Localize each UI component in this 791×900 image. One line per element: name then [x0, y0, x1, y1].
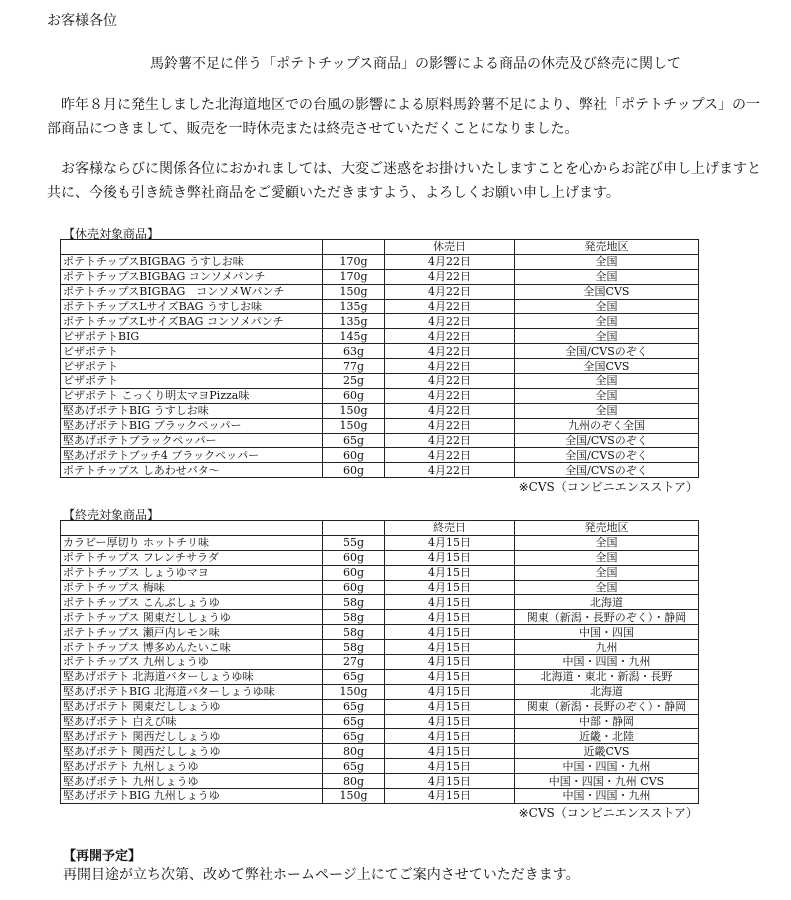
discontinue-note: ※CVS（コンビニエンスストア） [518, 806, 698, 820]
date-cell: 4月15日 [385, 625, 515, 640]
table-header-row [61, 240, 699, 255]
product-name-cell: 堅あげポテト 九州しょうゆ [61, 759, 323, 774]
date-cell: 4月15日 [385, 699, 515, 714]
date-cell: 4月22日 [385, 374, 515, 389]
paragraph-1: 昨年８月に発生しました北海道地区での台風の影響による原料馬鈴薯不足により、弊社「ポテトチップス」の一部商品につきまして、販売を一時休売または終売させていただくことになりました。 [47, 97, 761, 137]
table-row [61, 284, 699, 299]
date-cell: 4月15日 [385, 744, 515, 759]
product-name-cell: ポテトチップス しあわせバタ～ [61, 463, 323, 478]
product-name-cell: 堅あげポテト 白えび味 [61, 714, 323, 729]
region-cell: 全国 [515, 550, 699, 565]
table-row [61, 669, 699, 684]
product-name-cell: ピザポテト こっくり明太マヨPizza味 [61, 388, 323, 403]
region-cell: 全国CVS [515, 359, 699, 374]
product-name-cell: ピザポテト [61, 344, 323, 359]
table-row [61, 403, 699, 418]
product-name-cell: 堅あげポテト 関西だししょうゆ [61, 729, 323, 744]
region-cell: 全国/CVSのぞく [515, 433, 699, 448]
region-cell: 関東（新潟・長野のぞく）・静岡 [515, 610, 699, 625]
table-row [61, 448, 699, 463]
product-name-cell: 堅あげポテト 北海道バターしょうゆ味 [61, 669, 323, 684]
column-header [61, 240, 323, 255]
weight-cell: 65g [323, 729, 385, 744]
date-cell: 4月22日 [385, 284, 515, 299]
region-cell: 中国・四国 [515, 625, 699, 640]
date-cell: 4月15日 [385, 550, 515, 565]
column-header [61, 521, 323, 536]
date-cell: 4月22日 [385, 388, 515, 403]
column-header: 発売地区 [515, 521, 699, 536]
region-cell: 全国 [515, 329, 699, 344]
date-cell: 4月22日 [385, 314, 515, 329]
weight-cell: 60g [323, 580, 385, 595]
weight-cell: 65g [323, 759, 385, 774]
date-cell: 4月22日 [385, 463, 515, 478]
weight-cell: 150g [323, 284, 385, 299]
table-row [61, 699, 699, 714]
region-cell: 全国/CVSのぞく [515, 344, 699, 359]
product-name-cell: 堅あげポテトBIG ブラックペッパー [61, 418, 323, 433]
column-header [323, 521, 385, 536]
product-name-cell: ポテトチップス フレンチサラダ [61, 550, 323, 565]
weight-cell: 60g [323, 388, 385, 403]
table-row [61, 535, 699, 550]
suspend-note: ※CVS（コンビニエンスストア） [518, 480, 698, 494]
date-cell: 4月22日 [385, 269, 515, 284]
date-cell: 4月22日 [385, 433, 515, 448]
reopen-text: 再開目途が立ち次第、改めて弊社ホームページ上にてご案内させていただきます。 [63, 867, 580, 883]
weight-cell: 135g [323, 299, 385, 314]
region-cell: 中国・四国・九州 [515, 759, 699, 774]
table-row [61, 684, 699, 699]
date-cell: 4月15日 [385, 565, 515, 580]
date-cell: 4月15日 [385, 729, 515, 744]
weight-cell: 58g [323, 610, 385, 625]
weight-cell: 65g [323, 699, 385, 714]
table-row [61, 299, 699, 314]
date-cell: 4月15日 [385, 595, 515, 610]
weight-cell: 60g [323, 463, 385, 478]
date-cell: 4月22日 [385, 448, 515, 463]
date-cell: 4月22日 [385, 344, 515, 359]
table-row [61, 374, 699, 389]
date-cell: 4月22日 [385, 299, 515, 314]
weight-cell: 80g [323, 744, 385, 759]
product-name-cell: ポテトチップス 梅味 [61, 580, 323, 595]
region-cell: 近畿・北陸 [515, 729, 699, 744]
weight-cell: 150g [323, 403, 385, 418]
region-cell: 中国・四国・九州 [515, 789, 699, 804]
date-cell: 4月15日 [385, 640, 515, 655]
reopen-label: 【再開予定】 [63, 849, 142, 864]
region-cell: 九州のぞく全国 [515, 418, 699, 433]
product-name-cell: ポテトチップス 瀬戸内レモン味 [61, 625, 323, 640]
table-row [61, 418, 699, 433]
greeting: お客様各位 [47, 13, 117, 29]
region-cell: 全国 [515, 299, 699, 314]
weight-cell: 55g [323, 535, 385, 550]
product-name-cell: 堅あげポテト 関東だししょうゆ [61, 699, 323, 714]
weight-cell: 170g [323, 269, 385, 284]
region-cell: 中部・静岡 [515, 714, 699, 729]
weight-cell: 60g [323, 565, 385, 580]
weight-cell: 27g [323, 655, 385, 670]
weight-cell: 65g [323, 669, 385, 684]
date-cell: 4月15日 [385, 655, 515, 670]
region-cell: 全国/CVSのぞく [515, 448, 699, 463]
region-cell: 九州 [515, 640, 699, 655]
product-name-cell: 堅あげポテトブッチ4 ブラックペッパー [61, 448, 323, 463]
weight-cell: 150g [323, 418, 385, 433]
weight-cell: 150g [323, 684, 385, 699]
region-cell: 全国 [515, 565, 699, 580]
column-header: 終売日 [385, 521, 515, 536]
product-name-cell: ポテトチップスBIGBAG コンソメWパンチ [61, 284, 323, 299]
table-row [61, 254, 699, 269]
product-name-cell: ポテトチップスBIGBAG コンソメパンチ [61, 269, 323, 284]
date-cell: 4月15日 [385, 789, 515, 804]
date-cell: 4月22日 [385, 418, 515, 433]
weight-cell: 63g [323, 344, 385, 359]
weight-cell: 150g [323, 789, 385, 804]
table-row [61, 610, 699, 625]
region-cell: 全国 [515, 314, 699, 329]
product-name-cell: 堅あげポテトBIG 九州しょうゆ [61, 789, 323, 804]
weight-cell: 135g [323, 314, 385, 329]
table-row [61, 714, 699, 729]
table-row [61, 595, 699, 610]
table-row [61, 388, 699, 403]
region-cell: 全国 [515, 269, 699, 284]
table-row [61, 329, 699, 344]
discontinue-table [60, 520, 699, 804]
date-cell: 4月15日 [385, 669, 515, 684]
product-name-cell: ポテトチップス 九州しょうゆ [61, 655, 323, 670]
product-name-cell: ポテトチップス 関東だししょうゆ [61, 610, 323, 625]
weight-cell: 60g [323, 448, 385, 463]
date-cell: 4月15日 [385, 610, 515, 625]
weight-cell: 58g [323, 595, 385, 610]
weight-cell: 170g [323, 254, 385, 269]
date-cell: 4月22日 [385, 329, 515, 344]
date-cell: 4月22日 [385, 254, 515, 269]
product-name-cell: ピザポテトBIG [61, 329, 323, 344]
product-name-cell: 堅あげポテトブラックペッパー [61, 433, 323, 448]
product-name-cell: ピザポテト [61, 374, 323, 389]
document-title: 馬鈴薯不足に伴う「ポテトチップス商品」の影響による商品の休売及び終売に関して [149, 56, 682, 72]
region-cell: 近畿CVS [515, 744, 699, 759]
table-row [61, 359, 699, 374]
weight-cell: 58g [323, 625, 385, 640]
product-name-cell: ピザポテト [61, 359, 323, 374]
table-row [61, 314, 699, 329]
date-cell: 4月15日 [385, 684, 515, 699]
table-row [61, 550, 699, 565]
table-row [61, 759, 699, 774]
column-header: 休売日 [385, 240, 515, 255]
product-name-cell: ポテトチップスLサイズBAG コンソメパンチ [61, 314, 323, 329]
table-row [61, 640, 699, 655]
product-name-cell: 堅あげポテトBIG うすしお味 [61, 403, 323, 418]
region-cell: 中国・四国・九州 [515, 655, 699, 670]
product-name-cell: ポテトチップスLサイズBAG うすしお味 [61, 299, 323, 314]
table-header-row [61, 521, 699, 536]
column-header [323, 240, 385, 255]
region-cell: 中国・四国・九州 CVS [515, 774, 699, 789]
region-cell: 北海道・東北・新潟・長野 [515, 669, 699, 684]
date-cell: 4月15日 [385, 580, 515, 595]
weight-cell: 65g [323, 714, 385, 729]
table-row [61, 565, 699, 580]
weight-cell: 145g [323, 329, 385, 344]
table-row [61, 433, 699, 448]
table-row [61, 625, 699, 640]
product-name-cell: ポテトチップス しょうゆマヨ [61, 565, 323, 580]
table-row [61, 344, 699, 359]
suspend-table [60, 239, 699, 478]
region-cell: 全国 [515, 535, 699, 550]
weight-cell: 25g [323, 374, 385, 389]
region-cell: 全国 [515, 254, 699, 269]
column-header: 発売地区 [515, 240, 699, 255]
region-cell: 全国CVS [515, 284, 699, 299]
product-name-cell: 堅あげポテトBIG 北海道バターしょうゆ味 [61, 684, 323, 699]
discontinue-section-label: 【終売対象商品】 [63, 508, 160, 522]
product-name-cell: ポテトチップス 博多めんたいこ味 [61, 640, 323, 655]
table-row [61, 655, 699, 670]
product-name-cell: ポテトチップス こんぶしょうゆ [61, 595, 323, 610]
region-cell: 全国 [515, 403, 699, 418]
weight-cell: 60g [323, 550, 385, 565]
suspend-section-label: 【休売対象商品】 [63, 227, 160, 241]
region-cell: 関東（新潟・長野のぞく）・静岡 [515, 699, 699, 714]
region-cell: 北海道 [515, 684, 699, 699]
table-row [61, 269, 699, 284]
region-cell: 全国 [515, 374, 699, 389]
region-cell: 全国 [515, 388, 699, 403]
weight-cell: 77g [323, 359, 385, 374]
date-cell: 4月15日 [385, 774, 515, 789]
date-cell: 4月15日 [385, 535, 515, 550]
table-row [61, 774, 699, 789]
weight-cell: 65g [323, 433, 385, 448]
date-cell: 4月22日 [385, 359, 515, 374]
table-row [61, 744, 699, 759]
date-cell: 4月22日 [385, 403, 515, 418]
table-row [61, 463, 699, 478]
product-name-cell: ポテトチップスBIGBAG うすしお味 [61, 254, 323, 269]
weight-cell: 58g [323, 640, 385, 655]
table-row [61, 789, 699, 804]
region-cell: 全国/CVSのぞく [515, 463, 699, 478]
product-name-cell: 堅あげポテト 九州しょうゆ [61, 774, 323, 789]
date-cell: 4月15日 [385, 759, 515, 774]
table-row [61, 729, 699, 744]
table-row [61, 580, 699, 595]
region-cell: 全国 [515, 580, 699, 595]
date-cell: 4月15日 [385, 714, 515, 729]
paragraph-2: お客様ならびに関係各位におかれましては、大変ご迷惑をお掛けいたしますことを心からお詫び申し上げますと共に、今後も引き続き弊社商品をご愛顧いただきますよう、よろしくお願い申し上げます。 [47, 161, 761, 201]
product-name-cell: 堅あげポテト 関西だししょうゆ [61, 744, 323, 759]
weight-cell: 80g [323, 774, 385, 789]
product-name-cell: カラビー厚切り ホットチリ味 [61, 535, 323, 550]
region-cell: 北海道 [515, 595, 699, 610]
